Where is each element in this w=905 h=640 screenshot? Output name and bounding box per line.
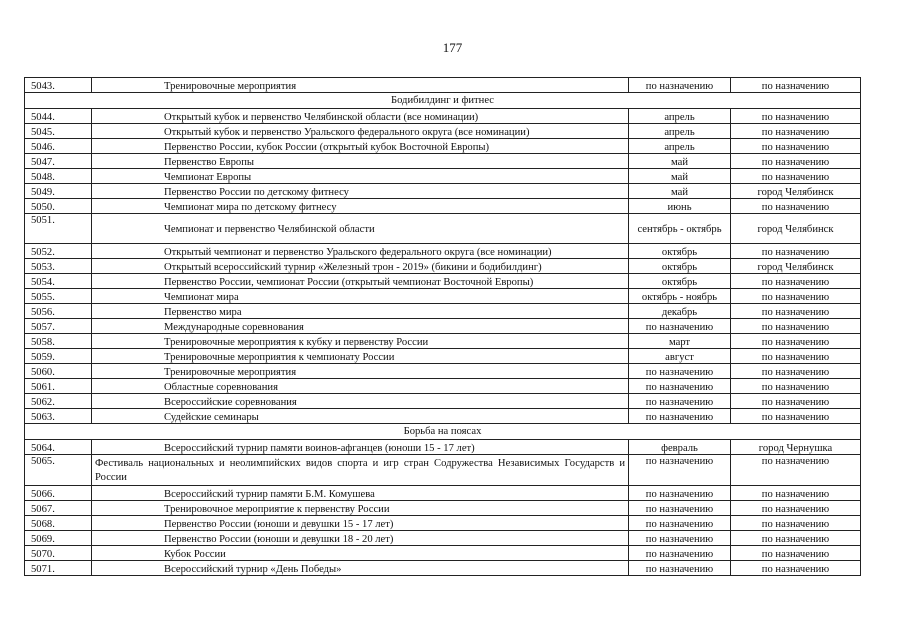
event-place: по назначению (731, 139, 861, 154)
row-number: 5067. (25, 501, 92, 516)
row-number: 5056. (25, 304, 92, 319)
table-row (25, 319, 861, 334)
event-place: по назначению (731, 379, 861, 394)
event-place: по назначению (731, 78, 861, 93)
event-name: Тренировочные мероприятия (92, 364, 629, 379)
row-number: 5061. (25, 379, 92, 394)
row-number: 5050. (25, 199, 92, 214)
section-title: Бодибилдинг и фитнес (25, 93, 861, 109)
event-name: Всероссийский турнир памяти Б.М. Комушева (92, 486, 629, 501)
event-place: по назначению (731, 409, 861, 424)
row-number: 5059. (25, 349, 92, 364)
event-date: сентябрь - октябрь (629, 214, 731, 244)
event-date: по назначению (629, 561, 731, 576)
row-number: 5044. (25, 109, 92, 124)
row-number: 5066. (25, 486, 92, 501)
row-number: 5043. (25, 78, 92, 93)
table-row (25, 394, 861, 409)
event-date: по назначению (629, 319, 731, 334)
row-number: 5069. (25, 531, 92, 546)
event-name: Всероссийские соревнования (92, 394, 629, 409)
event-name: Первенство России (юноши и девушки 18 - 20 лет) (92, 531, 629, 546)
event-date: декабрь (629, 304, 731, 319)
event-date: по назначению (629, 409, 731, 424)
event-date: февраль (629, 440, 731, 455)
event-name: Международные соревнования (92, 319, 629, 334)
row-number: 5070. (25, 546, 92, 561)
row-number: 5053. (25, 259, 92, 274)
event-place: город Челябинск (731, 184, 861, 199)
events-table-body (25, 78, 861, 576)
event-date: по назначению (629, 516, 731, 531)
table-row (25, 379, 861, 394)
table-row (25, 78, 861, 93)
event-name: Областные соревнования (92, 379, 629, 394)
event-place: по назначению (731, 274, 861, 289)
event-date: по назначению (629, 501, 731, 516)
row-number: 5054. (25, 274, 92, 289)
event-date: по назначению (629, 455, 731, 486)
event-place: по назначению (731, 124, 861, 139)
row-number: 5045. (25, 124, 92, 139)
table-row (25, 109, 861, 124)
table-row (25, 546, 861, 561)
event-name: Чемпионат мира (92, 289, 629, 304)
table-row (25, 531, 861, 546)
table-row (25, 214, 861, 244)
row-number: 5068. (25, 516, 92, 531)
event-name: Чемпионат мира по детскому фитнесу (92, 199, 629, 214)
event-place: по назначению (731, 455, 861, 486)
table-row (25, 486, 861, 501)
table-row (25, 289, 861, 304)
event-name: Первенство Европы (92, 154, 629, 169)
table-row (25, 561, 861, 576)
row-number: 5060. (25, 364, 92, 379)
event-place: по назначению (731, 516, 861, 531)
table-row (25, 259, 861, 274)
table-row (25, 169, 861, 184)
row-number: 5051. (25, 214, 92, 244)
event-date: по назначению (629, 531, 731, 546)
event-date: июнь (629, 199, 731, 214)
section-header-row (25, 424, 861, 440)
table-row (25, 244, 861, 259)
event-place: по назначению (731, 154, 861, 169)
event-place: по назначению (731, 561, 861, 576)
table-row (25, 409, 861, 424)
event-place: по назначению (731, 546, 861, 561)
event-name: Фестиваль национальных и неолимпийских видов спорта и игр стран Содружества Независимых Государств и России (92, 455, 629, 486)
event-date: апрель (629, 124, 731, 139)
row-number: 5063. (25, 409, 92, 424)
event-place: город Челябинск (731, 259, 861, 274)
table-row (25, 334, 861, 349)
event-name: Судейские семинары (92, 409, 629, 424)
row-number: 5047. (25, 154, 92, 169)
row-number: 5064. (25, 440, 92, 455)
event-name: Кубок России (92, 546, 629, 561)
event-name: Первенство России (юноши и девушки 15 - 17 лет) (92, 516, 629, 531)
table-row (25, 124, 861, 139)
event-date: май (629, 169, 731, 184)
event-date: по назначению (629, 486, 731, 501)
table-row (25, 455, 861, 486)
event-date: по назначению (629, 394, 731, 409)
event-place: по назначению (731, 349, 861, 364)
event-date: апрель (629, 139, 731, 154)
event-date: апрель (629, 109, 731, 124)
event-date: август (629, 349, 731, 364)
section-title: Борьба на поясах (25, 424, 861, 440)
event-name: Первенство России по детскому фитнесу (92, 184, 629, 199)
event-place: по назначению (731, 334, 861, 349)
event-name: Тренировочные мероприятия к чемпионату России (92, 349, 629, 364)
event-place: по назначению (731, 531, 861, 546)
event-date: по назначению (629, 364, 731, 379)
event-name: Первенство России, чемпионат России (открытый чемпионат Восточной Европы) (92, 274, 629, 289)
event-name: Открытый кубок и первенство Челябинской области (все номинации) (92, 109, 629, 124)
event-place: по назначению (731, 394, 861, 409)
row-number: 5071. (25, 561, 92, 576)
page-number: 177 (442, 40, 463, 55)
table-row (25, 274, 861, 289)
event-place: по назначению (731, 486, 861, 501)
table-row (25, 516, 861, 531)
event-place: по назначению (731, 364, 861, 379)
event-place: по назначению (731, 169, 861, 184)
event-place: по назначению (731, 199, 861, 214)
event-name: Тренировочные мероприятия к кубку и первенству России (92, 334, 629, 349)
row-number: 5046. (25, 139, 92, 154)
event-date: октябрь - ноябрь (629, 289, 731, 304)
row-number: 5065. (25, 455, 92, 486)
events-table (24, 77, 861, 576)
table-row (25, 139, 861, 154)
event-place: город Чернушка (731, 440, 861, 455)
event-place: по назначению (731, 319, 861, 334)
row-number: 5062. (25, 394, 92, 409)
table-row (25, 364, 861, 379)
event-name: Тренировочные мероприятия (92, 78, 629, 93)
row-number: 5055. (25, 289, 92, 304)
event-name: Открытый чемпионат и первенство Уральского федерального округа (все номинации) (92, 244, 629, 259)
event-date: октябрь (629, 274, 731, 289)
event-name: Всероссийский турнир памяти воинов-афганцев (юноши 15 - 17 лет) (92, 440, 629, 455)
table-row (25, 440, 861, 455)
event-name: Открытый кубок и первенство Уральского федерального округа (все номинации) (92, 124, 629, 139)
table-row (25, 184, 861, 199)
event-place: по назначению (731, 289, 861, 304)
event-date: май (629, 184, 731, 199)
row-number: 5057. (25, 319, 92, 334)
table-row (25, 199, 861, 214)
event-name: Всероссийский турнир «День Победы» (92, 561, 629, 576)
event-name: Открытый всероссийский турнир «Железный трон - 2019» (бикини и бодибилдинг) (92, 259, 629, 274)
event-date: по назначению (629, 546, 731, 561)
event-name: Чемпионат Европы (92, 169, 629, 184)
table-row (25, 501, 861, 516)
row-number: 5049. (25, 184, 92, 199)
event-place: по назначению (731, 304, 861, 319)
event-date: по назначению (629, 78, 731, 93)
event-date: октябрь (629, 244, 731, 259)
event-place: город Челябинск (731, 214, 861, 244)
event-name: Первенство России, кубок России (открытый кубок Восточной Европы) (92, 139, 629, 154)
table-row (25, 304, 861, 319)
event-name: Первенство мира (92, 304, 629, 319)
section-header-row (25, 93, 861, 109)
event-name: Чемпионат и первенство Челябинской области (92, 214, 629, 244)
table-row (25, 349, 861, 364)
event-name: Тренировочное мероприятие к первенству России (92, 501, 629, 516)
event-date: по назначению (629, 379, 731, 394)
event-date: март (629, 334, 731, 349)
event-place: по назначению (731, 244, 861, 259)
event-place: по назначению (731, 109, 861, 124)
table-row (25, 154, 861, 169)
row-number: 5052. (25, 244, 92, 259)
event-place: по назначению (731, 501, 861, 516)
event-date: май (629, 154, 731, 169)
row-number: 5058. (25, 334, 92, 349)
row-number: 5048. (25, 169, 92, 184)
event-date: октябрь (629, 259, 731, 274)
